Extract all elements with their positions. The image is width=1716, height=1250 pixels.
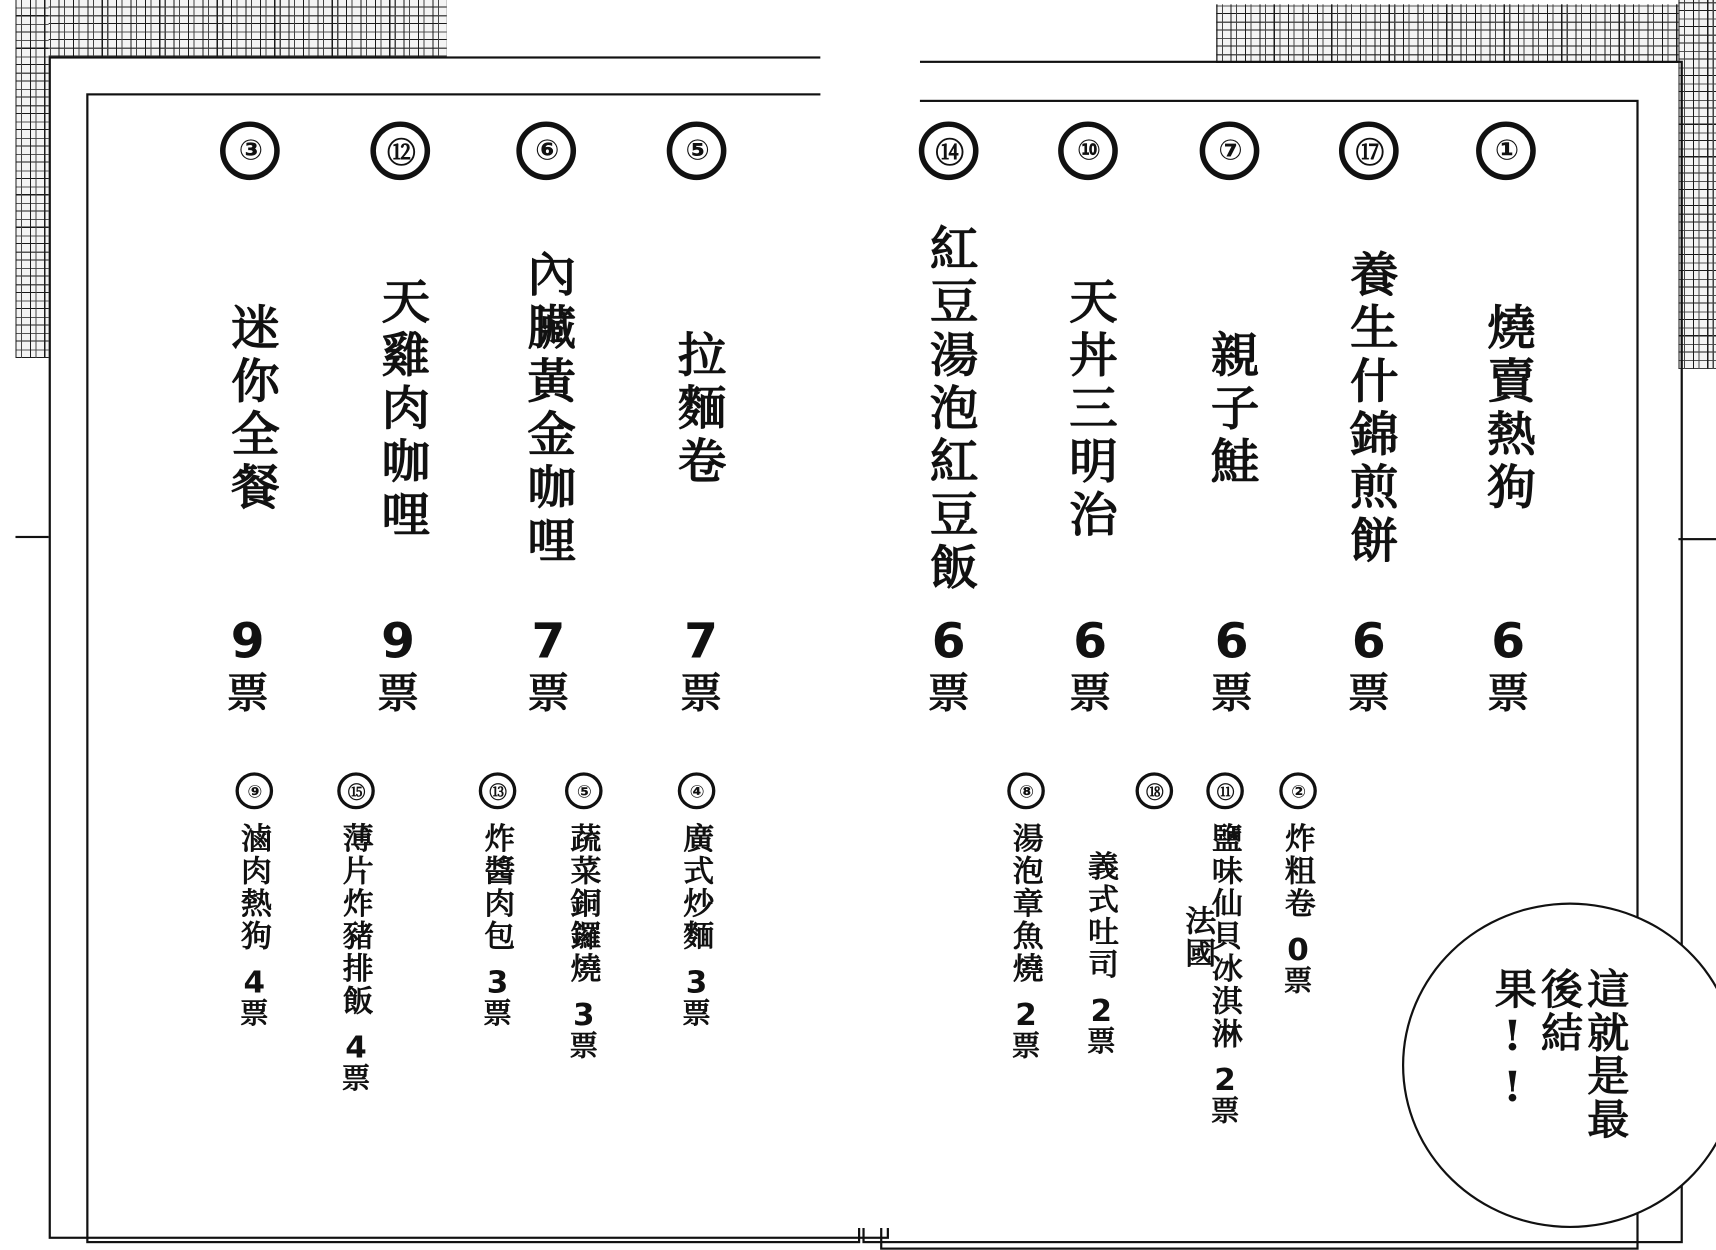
dish-name: 炸醬肉包 <box>479 822 517 953</box>
entry-number-badge: ⑮ <box>337 772 375 809</box>
dish-name: 紅豆湯泡紅豆飯 <box>921 222 978 596</box>
vote-count <box>1193 614 1270 718</box>
lower-rank-column <box>635 772 759 1031</box>
dish-name: 炸粗卷 <box>1280 822 1317 920</box>
entry-number-badge: ⑱ <box>1136 772 1174 809</box>
dish-name: 蔬菜銅鑼燒 <box>566 822 603 986</box>
vote-count <box>209 614 286 718</box>
entry-number-badge: ⑫ <box>370 121 430 180</box>
vote-count <box>1330 614 1407 718</box>
page-gutter-cover <box>820 0 920 1228</box>
vote-unit: 票 <box>682 998 711 1031</box>
dish-name: 迷你全餐 <box>222 302 279 516</box>
top-rank-column <box>1200 121 1260 609</box>
dish-name-line-2: 義式吐司 <box>1083 850 1121 981</box>
entry-number-badge: ④ <box>678 772 716 809</box>
vote-unit: 票 <box>1210 1095 1240 1129</box>
dish-name: 拉麵卷 <box>668 329 726 489</box>
entry-number-badge: ① <box>1476 121 1536 180</box>
vote-unit: 票 <box>1086 1026 1116 1059</box>
vote-unit: 票 <box>1069 669 1112 718</box>
vote-unit: 票 <box>1210 669 1253 718</box>
vote-unit: 票 <box>226 669 269 718</box>
top-rank-column <box>516 121 576 609</box>
vote-number: 6 <box>1491 614 1526 670</box>
vote-number: 4 <box>243 964 266 1001</box>
vote-number: 2 <box>1214 1062 1236 1098</box>
entry-number-badge: ⑥ <box>516 121 576 180</box>
dish-name: 燒賣熱狗 <box>1478 302 1535 516</box>
dish-name: 親子鮭 <box>1201 329 1259 489</box>
top-rank-column <box>1058 121 1118 609</box>
vote-unit: 票 <box>239 998 269 1031</box>
vote-count <box>510 614 587 718</box>
vote-count <box>635 964 759 1031</box>
vote-count <box>1469 614 1546 718</box>
vote-number: 4 <box>345 1029 367 1066</box>
entry-number-badge: ⑧ <box>1007 772 1045 809</box>
vote-unit: 票 <box>1347 669 1390 718</box>
vote-number: 2 <box>1090 992 1113 1029</box>
lower-rank-column <box>1252 772 1345 999</box>
vote-number: 6 <box>1073 614 1108 670</box>
top-rank-column <box>220 121 280 609</box>
vote-number: 0 <box>1287 931 1309 968</box>
vote-unit: 票 <box>527 669 570 718</box>
vote-count <box>263 1029 449 1096</box>
inner-panel-left <box>86 93 860 1243</box>
vote-unit: 票 <box>569 1030 599 1064</box>
vote-unit: 票 <box>1487 669 1530 718</box>
entry-number-badge: ⑩ <box>1058 121 1118 180</box>
vote-number: 6 <box>1351 614 1386 670</box>
vote-number: 7 <box>531 614 566 670</box>
vote-number: 3 <box>685 964 708 1001</box>
dish-name: 鹽味仙貝冰淇淋 <box>1207 822 1244 1051</box>
vote-count <box>910 614 987 718</box>
dish-name: 天丼三明治 <box>1060 276 1117 542</box>
top-rank-column <box>1339 121 1399 609</box>
side-mark-right <box>1678 538 1716 540</box>
top-rank-column <box>667 121 727 609</box>
vote-number: 9 <box>381 614 415 670</box>
speech-bubble-text: 這就是最後結果!! <box>1487 967 1630 1142</box>
dish-name: 天雞肉咖哩 <box>372 276 429 542</box>
dish-name: 廣式炒麵 <box>678 822 716 953</box>
vote-number: 9 <box>230 614 265 670</box>
side-mark-left <box>15 536 48 538</box>
vote-count <box>1252 931 1345 999</box>
screentone-top-left <box>15 0 446 56</box>
vote-unit: 票 <box>377 669 420 718</box>
vote-number: 7 <box>684 614 718 670</box>
vote-unit: 票 <box>927 669 970 718</box>
dish-name: 內臟黃金咖哩 <box>518 249 575 569</box>
dish-name: 養生什錦煎餅 <box>1341 249 1398 569</box>
entry-number-badge: ⑭ <box>919 121 979 180</box>
screentone-top-right <box>1216 4 1716 63</box>
entry-number-badge: ③ <box>220 121 280 180</box>
screentone-right-edge <box>1678 0 1716 369</box>
vote-unit: 票 <box>1283 965 1313 999</box>
dish-name: 薄片炸豬排飯 <box>338 822 375 1018</box>
screentone-left-edge <box>15 0 48 358</box>
entry-number-badge: ⑨ <box>236 772 274 809</box>
vote-number: 2 <box>1015 996 1037 1033</box>
vote-unit: 票 <box>679 669 723 718</box>
vote-count <box>662 614 739 718</box>
entry-number-badge: ⑰ <box>1339 121 1399 180</box>
vote-count <box>1051 614 1128 718</box>
top-rank-column <box>919 121 979 609</box>
vote-count <box>1117 1062 1334 1129</box>
dish-name: 滷肉熱狗 <box>236 822 274 953</box>
vote-number: 6 <box>1214 614 1249 670</box>
lower-rank-column <box>263 772 449 1096</box>
top-rank-column <box>370 121 430 609</box>
entry-number-badge: ⑤ <box>565 772 603 809</box>
vote-count <box>359 614 436 718</box>
vote-number: 6 <box>931 614 966 670</box>
vote-number: 3 <box>573 996 595 1033</box>
entry-number-badge: ② <box>1279 772 1317 809</box>
top-rank-column <box>1476 121 1536 609</box>
dish-name-line-1: 法國 <box>1180 904 1218 970</box>
vote-unit: 票 <box>1011 1030 1041 1064</box>
entry-number-badge: ⑬ <box>479 772 517 809</box>
vote-unit: 票 <box>341 1063 371 1096</box>
entry-number-badge: ⑤ <box>667 121 727 180</box>
dish-name: 湯泡章魚燒 <box>1008 822 1045 986</box>
vote-number: 3 <box>486 964 509 1001</box>
vote-unit: 票 <box>483 998 512 1031</box>
entry-number-badge: ⑦ <box>1200 121 1260 180</box>
entry-number-badge: ⑪ <box>1206 772 1244 809</box>
